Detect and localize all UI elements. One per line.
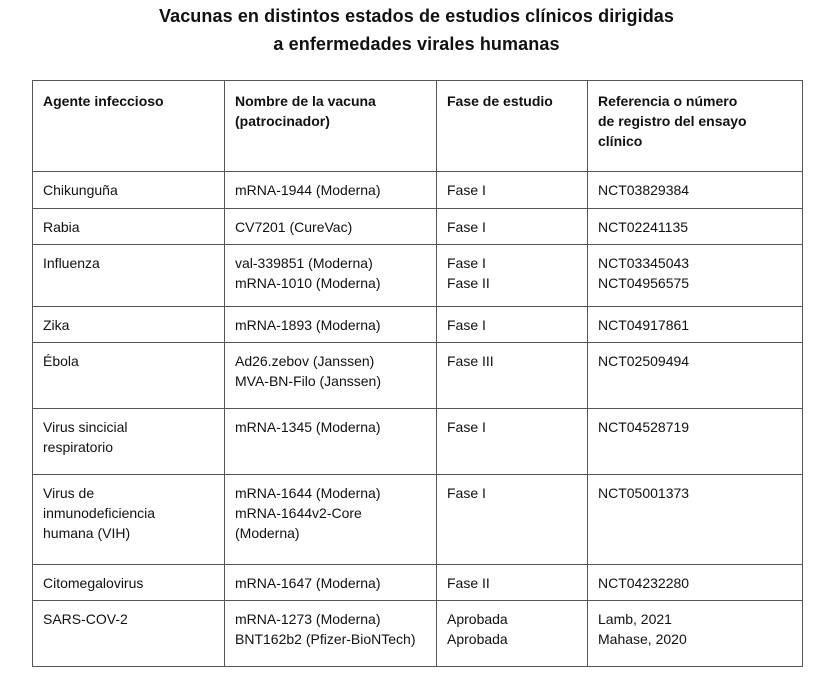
agent-cell (33, 565, 225, 601)
vaccine-cell (225, 565, 437, 601)
cell-text-line: Ad26.zebov (Janssen) (235, 353, 375, 369)
cell-text-line: NCT05001373 (598, 485, 690, 501)
agent-cell (33, 409, 225, 475)
phase-cell (437, 565, 588, 601)
cell-text-line: Aprobada (447, 631, 508, 647)
vaccine-cell (225, 475, 437, 565)
header-agent (33, 81, 225, 172)
cell-text-line: Fase I (447, 317, 486, 333)
cell-text-line: Ébola (43, 353, 79, 369)
cell-text-line: Citomegalovirus (43, 575, 144, 591)
table-row (33, 172, 803, 209)
table-row (33, 307, 803, 343)
header-text-line: Agente infeccioso (43, 93, 164, 109)
cell-text-line: mRNA-1345 (Moderna) (235, 419, 381, 435)
table-row (33, 601, 803, 667)
cell-text-line: Fase I (447, 485, 486, 501)
cell-text-line: mRNA-1944 (Moderna) (235, 182, 381, 198)
cell-text-line: mRNA-1647 (Moderna) (235, 575, 381, 591)
cell-text-line: NCT04528719 (598, 419, 690, 435)
cell-text-line: Fase II (447, 575, 490, 591)
vaccines-table (32, 80, 803, 667)
cell-text-line: Virus sincicial (43, 419, 128, 435)
phase-cell (437, 307, 588, 343)
cell-text-line: NCT03829384 (598, 182, 690, 198)
header-phase (437, 81, 588, 172)
header-vaccine (225, 81, 437, 172)
phase-cell (437, 343, 588, 409)
reference-cell (588, 209, 803, 245)
cell-text-line: Fase I (447, 182, 486, 198)
table-header-row (33, 81, 803, 172)
cell-text-line: MVA-BN-Filo (Janssen) (235, 373, 381, 389)
agent-cell (33, 343, 225, 409)
cell-text-line: Zika (43, 317, 70, 333)
cell-text-line: mRNA-1010 (Moderna) (235, 275, 381, 291)
reference-cell (588, 475, 803, 565)
reference-cell (588, 343, 803, 409)
phase-cell (437, 209, 588, 245)
cell-text-line: SARS-COV-2 (43, 611, 128, 627)
reference-cell (588, 245, 803, 307)
cell-text-line: val-339851 (Moderna) (235, 255, 373, 271)
phase-cell (437, 409, 588, 475)
cell-text-line: Influenza (43, 255, 100, 271)
agent-cell (33, 475, 225, 565)
reference-cell (588, 172, 803, 209)
reference-cell (588, 565, 803, 601)
cell-text-line: NCT04917861 (598, 317, 690, 333)
cell-text-line: (Moderna) (235, 525, 300, 541)
cell-text-line: NCT02241135 (598, 219, 689, 235)
document-title (0, 2, 833, 58)
cell-text-line: humana (VIH) (43, 525, 131, 541)
cell-text-line: Mahase, 2020 (598, 631, 687, 647)
cell-text-line: Fase III (447, 353, 494, 369)
phase-cell (437, 601, 588, 667)
phase-cell (437, 475, 588, 565)
table-row (33, 475, 803, 565)
header-text-line: de registro del ensayo (598, 113, 747, 129)
agent-cell (33, 601, 225, 667)
cell-text-line: Aprobada (447, 611, 508, 627)
cell-text-line: Rabia (43, 219, 80, 235)
cell-text-line: mRNA-1644 (Moderna) (235, 485, 381, 501)
header-text-line: (patrocinador) (235, 113, 330, 129)
vaccine-cell (225, 209, 437, 245)
cell-text-line: Fase I (447, 219, 486, 235)
cell-text-line: Fase I (447, 255, 486, 271)
reference-cell (588, 409, 803, 475)
phase-cell (437, 172, 588, 209)
agent-cell (33, 209, 225, 245)
header-text-line: Referencia o número (598, 93, 738, 109)
cell-text-line: Lamb, 2021 (598, 611, 672, 627)
header-text-line: Fase de estudio (447, 93, 553, 109)
table-row (33, 343, 803, 409)
vaccine-cell (225, 409, 437, 475)
header-text-line: Nombre de la vacuna (235, 93, 376, 109)
title-line-1: Vacunas en distintos estados de estudios clínicos dirigidas (158, 6, 675, 26)
agent-cell (33, 307, 225, 343)
cell-text-line: respiratorio (43, 439, 114, 455)
cell-text-line: NCT03345043 (598, 255, 690, 271)
reference-cell (588, 307, 803, 343)
phase-cell (437, 245, 588, 307)
vaccine-cell (225, 343, 437, 409)
cell-text-line: Fase I (447, 419, 486, 435)
header-reference (588, 81, 803, 172)
vaccine-cell (225, 307, 437, 343)
header-text-line: clínico (598, 133, 643, 149)
vaccine-cell (225, 601, 437, 667)
cell-text-line: NCT02509494 (598, 353, 690, 369)
cell-text-line: NCT04232280 (598, 575, 690, 591)
cell-text-line: NCT04956575 (598, 275, 690, 291)
table-row (33, 565, 803, 601)
agent-cell (33, 245, 225, 307)
cell-text-line: Virus de (43, 485, 95, 501)
table-row (33, 409, 803, 475)
reference-cell (588, 601, 803, 667)
cell-text-line: BNT162b2 (Pfizer-BioNTech) (235, 631, 416, 647)
cell-text-line: mRNA-1644v2-Core (235, 505, 362, 521)
table-row (33, 245, 803, 307)
vaccine-cell (225, 245, 437, 307)
cell-text-line: inmunodeficiencia (43, 505, 156, 521)
agent-cell (33, 172, 225, 209)
table-row (33, 209, 803, 245)
cell-text-line: mRNA-1893 (Moderna) (235, 317, 381, 333)
cell-text-line: Fase II (447, 275, 490, 291)
cell-text-line: CV7201 (CureVac) (235, 219, 353, 235)
table-body (33, 172, 803, 667)
vaccine-cell (225, 172, 437, 209)
cell-text-line: mRNA-1273 (Moderna) (235, 611, 381, 627)
cell-text-line: Chikunguña (43, 182, 118, 198)
title-line-2: a enfermedades virales humanas (273, 34, 560, 54)
